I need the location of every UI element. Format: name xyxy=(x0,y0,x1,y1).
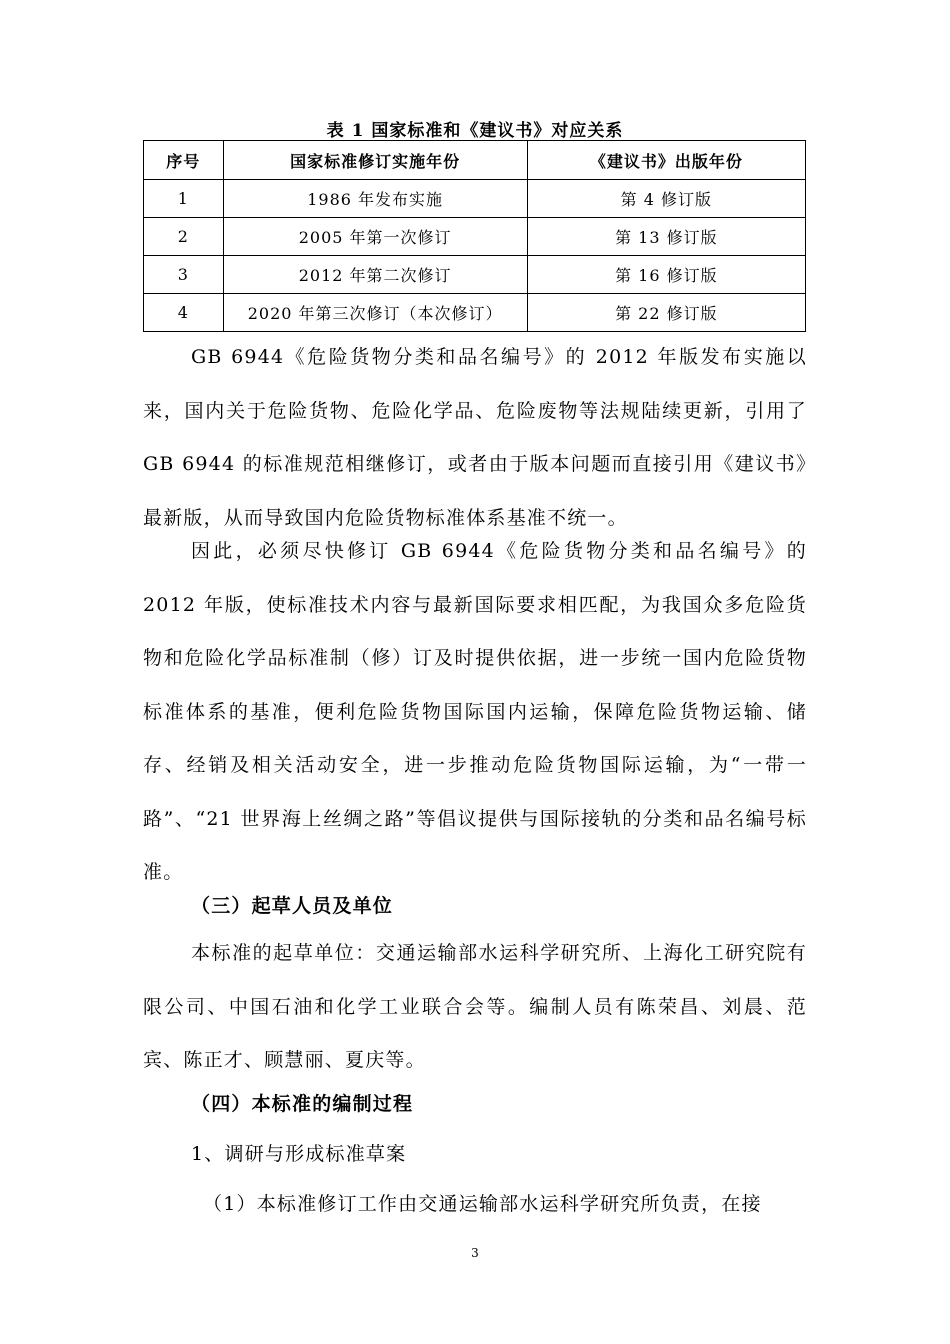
paragraph-background: GB 6944《危险货物分类和品名编号》的 2012 年版发布实施以来，国内关于危险货物、危险化学品、危险废物等法规陆续更新，引用了 GB 6944 的标准规范相继修订，或者由于版本问题而直接引用《建议书》最新版，从而导致国内危险货物标准体系基准不统一。 xyxy=(143,346,807,529)
table-cell: 第 4 修订版 xyxy=(527,180,805,218)
table-cell: 2012 年第二次修订 xyxy=(223,256,527,294)
section-heading-process: （四）本标准的编制过程 xyxy=(191,1093,414,1115)
header-recommendation-edition: 《建议书》出版年份 xyxy=(527,141,805,180)
list-item-1: （1）本标准修订工作由交通运输部水运科学研究所负责，在接 xyxy=(203,1193,762,1215)
table-row xyxy=(144,256,806,294)
table-header-row xyxy=(144,141,806,180)
table-cell: 1986 年发布实施 xyxy=(223,180,527,218)
table-cell: 第 13 修订版 xyxy=(527,218,805,256)
table-cell: 4 xyxy=(144,294,224,332)
section-heading-drafters: （三）起草人员及单位 xyxy=(191,895,394,917)
paragraph-drafters: 本标准的起草单位：交通运输部水运科学研究所、上海化工研究院有限公司、中国石油和化学工业联合会等。编制人员有陈荣昌、刘晨、范宾、陈正才、顾慧丽、夏庆等。 xyxy=(143,942,807,1071)
standards-correspondence-table xyxy=(143,140,806,332)
paragraph-necessity: 因此，必须尽快修订 GB 6944《危险货物分类和品名编号》的 2012 年版，使标准技术内容与最新国际要求相匹配，为我国众多危险货物和危险化学品标准制（修）订及时提供依据，进一步统一国内危险货物标准体系的基准，便利危险货物国际国内运输，保障危险货物运输、储存、经销及相关活动安全，进一步推动危险货物国际运输，为“一带一路”、“21 世界海上丝绸之路”等倡议提供与国际接轨的分类和品名编号标准。 xyxy=(143,540,807,883)
table-cell: 第 16 修订版 xyxy=(527,256,805,294)
table-cell: 3 xyxy=(144,256,224,294)
table-row xyxy=(144,180,806,218)
table-cell: 2020 年第三次修订（本次修订） xyxy=(223,294,527,332)
header-index: 序号 xyxy=(144,141,224,180)
table-caption: 表 1 国家标准和《建议书》对应关系 xyxy=(326,121,624,141)
table-cell: 2 xyxy=(144,218,224,256)
table-row xyxy=(144,294,806,332)
header-national-standard-year: 国家标准修订实施年份 xyxy=(223,141,527,180)
page-number: 3 xyxy=(471,1246,479,1260)
table-cell: 2005 年第一次修订 xyxy=(223,218,527,256)
table-cell: 第 22 修订版 xyxy=(527,294,805,332)
table-row xyxy=(144,218,806,256)
table-cell: 1 xyxy=(144,180,224,218)
subsection-heading-research: 1、调研与形成标准草案 xyxy=(191,1143,407,1165)
